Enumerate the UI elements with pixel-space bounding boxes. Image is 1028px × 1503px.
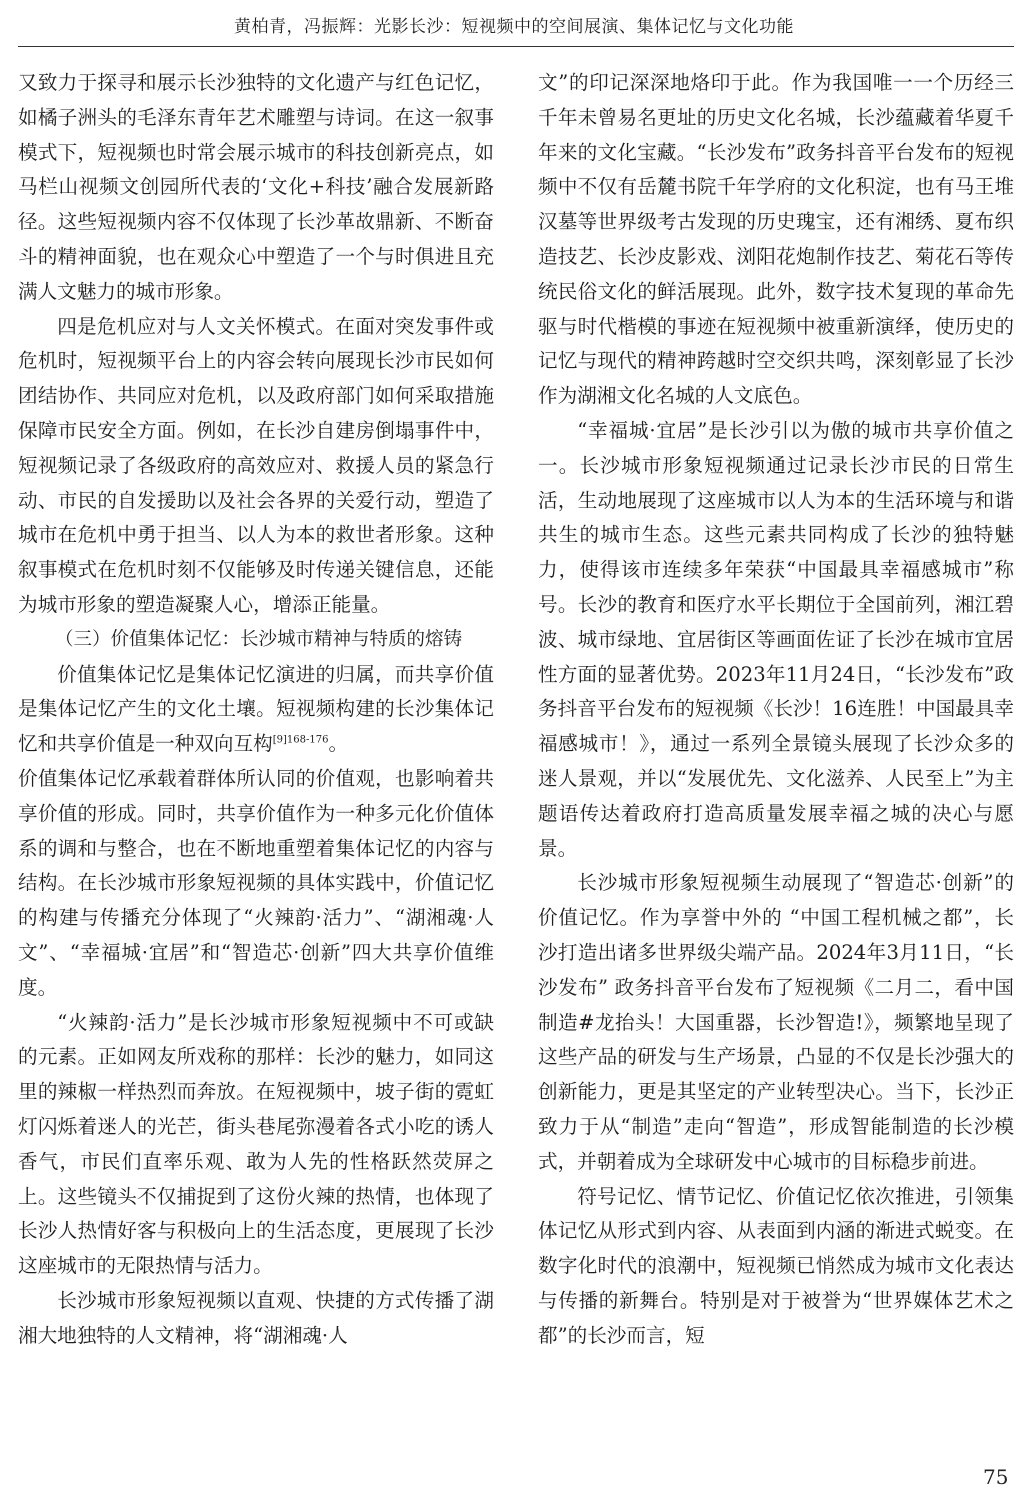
right-column [538,66,1014,1353]
left-paragraph-1: 又致力于探寻和展示长沙独特的文化遗产与红色记忆，如橘子洲头的毛泽东青年艺术雕塑与诗词。在这一叙事模式下，短视频也时常会展示城市的科技创新亮点，如马栏山视频文创园所代表的‘文化+科技’融合发展新路径。这些短视频内容不仅体现了长沙革故鼎新、不断奋斗的精神面貌，也在观众心中塑造了一个与时俱进且充满人文魅力的城市形象。 [18,71,494,303]
right-paragraph-1: 文”的印记深深地烙印于此。作为我国唯一一个历经三千年未曾易名更址的历史文化名城，长沙蕴藏着华夏千年来的文化宝藏。“长沙发布”政务抖音平台发布的短视频中不仅有岳麓书院千年学府的文化积淀，也有马王堆汉墓等世界级考古发现的历史瑰宝，还有湘绣、夏布织造技艺、长沙皮影戏、浏阳花炮制作技艺、菊花石等传统民俗文化的鲜活展现。此外，数字技术复现的革命先驱与时代楷模的事迹在短视频中被重新演绎，使历史的记忆与现代的精神跨越时空交织共鸣，深刻彰显了长沙作为湖湘文化名城的人文底色。 [538,71,1014,408]
right-paragraph-2: “幸福城·宜居”是长沙引以为傲的城市共享价值之一。长沙城市形象短视频通过记录长沙市民的日常生活，生动地展现了这座城市以人为本的生活环境与和谐共生的城市生态。这些元素共同构成了长沙的独特魅力，使得该市连续多年荣获“中国最具幸福感城市”称号。长沙的教育和医疗水平长期位于全国前列，湘江碧波、城市绿地、宜居街区等画面佐证了长沙在城市宜居性方面的显著优势。2023年11月24日，“长沙发布”政务抖音平台发布的短视频《长沙！16连胜！中国最具幸福感城市！》，通过一系列全景镜头展现了长沙众多的迷人景观，并以“发展优先、文化滋养、人民至上”为主题语传达着政府打造高质量发展幸福之城的决心与愿景。 [538,418,1014,860]
left-paragraph-6: 长沙城市形象短视频以直观、快捷的方式传播了湖湘大地独特的人文精神，将“湖湘魂·人 [18,1288,494,1347]
page-number: 75 [983,1465,1009,1489]
right-paragraph-3: 长沙城市形象短视频生动展现了“智造芯·创新”的价值记忆。作为享誉中外的 “中国工程机械之都”，长沙打造出诸多世界级尖端产品。2024年3月11日，“长沙发布” 政务抖音平台发布了短视频《二月二，看中国制造#龙抬头！大国重器，长沙智造!》，频繁地呈现了这些产品的研发与生产场景，凸显的不仅是长沙强大的创新能力，更是其坚定的产业转型决心。当下，长沙正致力于从“制造”走向“智造”，形成智能制造的长沙模式，并朝着成为全球研发中心城市的目标稳步前进。 [538,871,1014,1173]
left-column [18,66,494,1353]
right-paragraph-4: 符号记忆、情节记忆、价值记忆依次推进，引领集体记忆从形式到内容、从表面到内涵的渐进式蜕变。在数字化时代的浪潮中，短视频已悄然成为城市文化表达与传播的新舞台。特别是对于被誉为“世界媒体艺术之都”的长沙而言，短 [538,1184,1014,1347]
running-header: 黄柏青，冯振辉：光影长沙：短视频中的空间展演、集体记忆与文化功能 [234,17,794,37]
header-rule [18,46,1014,47]
left-paragraph-3 [18,658,494,762]
left-paragraph-2: 四是危机应对与人文关怀模式。在面对突发事件或危机时，短视频平台上的内容会转向展现长沙市民如何团结协作、共同应对危机，以及政府部门如何采取措施保障市民安全方面。例如，在长沙自建房倒塌事件中，短视频记录了各级政府的高效应对、救援人员的紧急行动、市民的自发援助以及社会各界的关爱行动，塑造了城市在危机中勇于担当、以人为本的救世者形象。这种叙事模式在危机时刻不仅能够及时传递关键信息，还能为城市形象的塑造凝聚人心，增添正能量。 [18,314,494,616]
left-paragraph-3-text: 价值集体记忆是集体记忆演进的归属，而共享价值是集体记忆产生的文化土壤。短视频构建的长沙集体记忆和共享价值是一种双向互构 [18,662,494,756]
left-paragraph-5: “火辣韵·活力”是长沙城市形象短视频中不可或缺的元素。正如网友所戏称的那样：长沙的魅力，如同这里的辣椒一样热烈而奔放。在短视频中，坡子街的霓虹灯闪烁着迷人的光芒，街头巷尾弥漫着各式小吃的诱人香气，市民们直率乐观、敢为人先的性格跃然荧屏之上。这些镜头不仅捕捉到了这份火辣的热情，也体现了长沙人热情好客与积极向上的生活态度，更展现了长沙这座城市的无限热情与活力。 [18,1010,494,1278]
section-subheading: （三）价值集体记忆：长沙城市精神与特质的熔铸 [55,628,463,650]
citation-marker: [9]168-176 [272,734,329,746]
left-paragraph-3-end: 。 [328,732,349,756]
left-paragraph-4: 价值集体记忆承载着群体所认同的价值观，也影响着共享价值的形成。同时，共享价值作为一种多元化价值体系的调和与整合，也在不断地重塑着集体记忆的内容与结构。在长沙城市形象短视频的具体实践中，价值记忆的构建与传播充分体现了“火辣韵·活力”、“湖湘魂·人文”、“幸福城·宜居”和“智造芯·创新”四大共享价值维度。 [18,766,494,999]
